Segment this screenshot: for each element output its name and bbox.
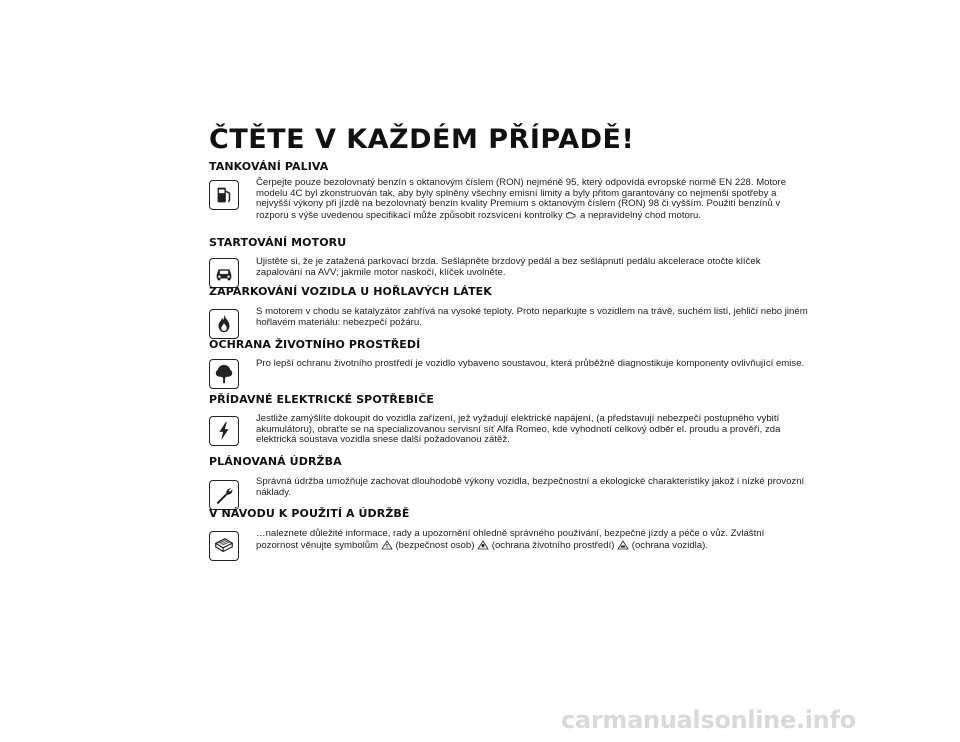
person-safety-icon	[381, 540, 393, 554]
section-electrical	[209, 393, 809, 446]
section-text: Jestliže zamýšlíte dokoupit do vozidla zařízení, jež vyžadují elektrické napájení, (a představují nebezpečí postupného vybití akumulátoru), obraťte se na specializovanou servisní síť Alfa Romeo, kde vyhodnotí celkový odběr el. proudu a prověří, zda elektrická soustava vozidla snese další požadovanou zátěž.	[256, 413, 781, 446]
fuel-pump-icon	[209, 180, 239, 210]
section-text: Správná údržba umožňuje zachovat dlouhodobě výkony vozidla, bezpečnostní a ekologické charakteristiky jakož i nízké provozní náklady.	[256, 476, 805, 498]
flame-icon	[209, 309, 239, 339]
section-starting	[209, 236, 809, 278]
wrench-icon	[209, 480, 239, 510]
section-text: Ujistěte si, že je zatažená parkovací brzda. Sešlápněte brzdový pedál a bez sešlápnutí pedálu akcelerace otočte klíček zapalování na AVV; jakmile motor naskočí, klíček uvolněte.	[256, 256, 761, 278]
section-heading: STARTOVÁNÍ MOTORU	[209, 236, 347, 249]
section-maintenance	[209, 455, 809, 498]
lightning-icon	[209, 416, 239, 446]
tree-icon	[209, 359, 239, 389]
vehicle-protection-icon	[617, 540, 629, 554]
section-heading: PLÁNOVANÁ ÚDRŽBA	[209, 455, 342, 468]
car-icon	[209, 258, 239, 288]
engine-warning-icon	[565, 210, 577, 224]
section-heading: PŘÍDAVNÉ ELEKTRICKÉ SPOTŘEBIČE	[209, 393, 435, 406]
section-text: S motorem v chodu se katalyzátor zahřívá na vysoké teploty. Proto neparkujte s vozidlem na trávě, suchém listí, jehličí nebo jiném hořlavém materiálu: nebezpečí požáru.	[256, 306, 808, 328]
section-manual	[209, 507, 809, 553]
section-text: Pro lepší ochranu životního prostředí je vozidlo vybaveno soustavou, která průběžně diagnostikuje komponenty ovlivňující emise.	[256, 358, 805, 369]
watermark: carmanualsonline.info	[561, 706, 856, 734]
environment-icon	[477, 540, 489, 554]
book-icon	[209, 531, 239, 561]
section-heading: TANKOVÁNÍ PALIVA	[209, 160, 329, 173]
section-heading: OCHRANA ŽIVOTNÍHO PROSTŘEDÍ	[209, 338, 421, 351]
page-title: ČTĚTE V KAŽDÉM PŘÍPADĚ!	[209, 124, 635, 155]
section-environment	[209, 338, 809, 370]
section-text: …naleznete důležité informace, rady a upozornění ohledně správného používání, bezpečné jízdy a péče o vůz. Zvláštní pozornost věnujte symbolům (bezpečnost osob) (ochrana životního prostředí) (ochrana vozidla).	[256, 529, 808, 553]
section-heading: ZAPARKOVÁNÍ VOZIDLA U HOŘLAVÝCH LÁTEK	[209, 285, 492, 298]
section-fuel	[209, 160, 809, 223]
section-parking	[209, 285, 809, 328]
section-text: Čerpejte pouze bezolovnatý benzín s oktanovým číslem (RON) nejméně 95, který odpovídá evropské normě EN 228. Motore modelu 4C byl zkonstruován tak, aby byly splněny všechny emisní limity a byly přitom garantovány co nejmenší spotřeby a nejvyšší výkony při jízdě na bezolovnatý benzín kvality Premium s oktanovým číslem (RON) 98 či vyšším. Použití benzínů v rozporu s výše uvedenou specifikací může způsobit rozsvícení kontrolky a nepravidelný chod motoru.	[256, 178, 808, 223]
section-heading: V NÁVODU K POUŽITÍ A ÚDRŽBĚ	[209, 507, 410, 520]
